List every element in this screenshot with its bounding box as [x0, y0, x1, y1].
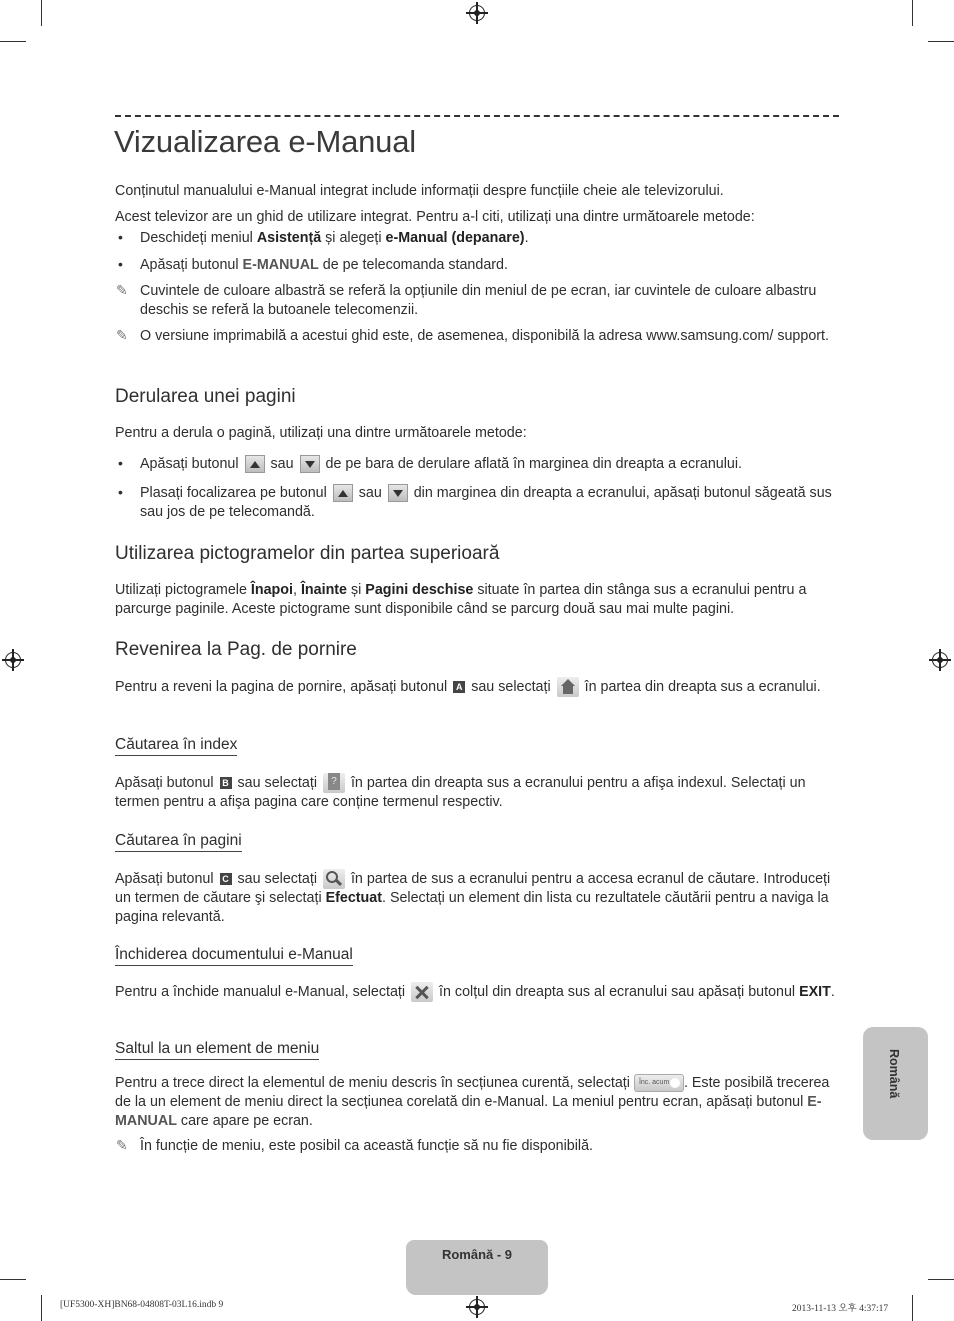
note-pencil-icon: ✎: [116, 1137, 128, 1153]
crop-mark: [41, 1295, 42, 1321]
bullet: •: [118, 256, 123, 272]
intro-paragraph: Conținutul manualului e-Manual integrat include informații despre funcțiile cheie ale televizorului.: [115, 183, 724, 199]
crop-mark: [912, 0, 913, 26]
subheading-index: Căutarea în index: [115, 736, 237, 756]
intro-paragraph: Acest televizor are un ghid de utilizare integrat. Pentru a-l citi, utilizați una dintre următoarele metode:: [115, 209, 755, 225]
home-paragraph: Pentru a reveni la pagina de pornire, apăsați butonul A sau selectați în partea din dreapta sus a ecranului.: [115, 677, 839, 697]
crop-mark: [0, 41, 26, 42]
jump-paragraph: Pentru a trece direct la elementul de meniu descris în secțiunea curentă, selectați Înc. acum . Este posibilă trecerea de la un element de meniu direct la secțiunea corelată din e-Manual. La meniul pentru ecran, apăsați butonul E-MANUAL care apare pe ecran.: [115, 1075, 830, 1129]
section-heading-home: Revenirea la Pag. de pornire: [115, 639, 357, 660]
index-paragraph: Apăsați butonul B sau selectați ? în partea din dreapta sus a ecranului pentru a afişa indexul. Selectați un termen pentru a afişa pagina care conține termenul respectiv.: [115, 773, 839, 812]
top-icons-paragraph: Utilizați pictogramele Înapoi, Înainte și Pagini deschise situate în partea din stânga sus a ecranului pentru a parcurge paginile. Aceste pictograme sunt disponibile când se parcurg două sau mai multe pagini.: [115, 582, 807, 617]
crop-mark: [41, 0, 42, 26]
search-paragraph: Apăsați butonul C sau selectați în partea de sus a ecranului pentru a accesa ecranul de căutare. Introduceți un termen de căutare şi selectați Efectuat. Selectați un element din lista cu rezultatele căutării pentru a naviga la pagina relevantă.: [115, 870, 831, 925]
scroll-down-icon: [300, 455, 320, 473]
registration-mark-icon: [932, 652, 948, 668]
section-heading-scroll: Derularea unei pagini: [115, 386, 296, 407]
note: În funcție de meniu, este posibil ca această funcție să nu fie disponibilă.: [140, 1138, 594, 1154]
page-number-tab: Română - 9: [406, 1240, 548, 1295]
registration-mark-icon: [469, 5, 485, 21]
search-icon: [323, 869, 345, 889]
section-heading-top-icons: Utilizarea pictogramelor din partea superioară: [115, 543, 500, 564]
intro-bullet: Apăsați butonul E-MANUAL de pe telecomanda standard.: [140, 257, 508, 273]
language-side-tab: Română: [863, 1027, 928, 1140]
subheading-close: Închiderea documentului e-Manual: [115, 946, 353, 966]
index-icon: [323, 773, 345, 793]
registration-mark-icon: [469, 1299, 485, 1315]
note-pencil-icon: ✎: [116, 282, 128, 298]
subheading-jump: Saltul la un element de meniu: [115, 1040, 319, 1060]
bullet: •: [118, 229, 123, 245]
scroll-bullet: Apăsați butonul sau de pe bara de derulare aflată în marginea din dreapta a ecranului.: [140, 456, 742, 472]
scroll-paragraph: Pentru a derula o pagină, utilizați una dintre următoarele metode:: [115, 425, 527, 441]
print-footer-right: 2013-11-13 오후 4:37:17: [792, 1304, 889, 1314]
crop-mark: [0, 1279, 26, 1280]
note-pencil-icon: ✎: [116, 327, 128, 343]
print-footer-left: [UF5300-XH]BN68-04808T-03L16.indb 9: [60, 1300, 224, 1310]
close-icon: [411, 982, 433, 1002]
note: O versiune imprimabilă a acestui ghid este, de asemenea, disponibilă la adresa www.samsung.com/ support.: [140, 328, 829, 344]
scroll-down-icon: [388, 484, 408, 502]
scroll-bullet: Plasați focalizarea pe butonul sau din marginea din dreapta a ecranului, apăsați butonul săgeată sus sau jos de pe telecomandă.: [140, 485, 832, 520]
scroll-up-icon: [333, 484, 353, 502]
intro-bullet: Deschideți meniul Asistență și alegeți e-Manual (depanare).: [140, 230, 529, 246]
home-icon: [557, 677, 579, 697]
a-button-icon: A: [453, 681, 465, 693]
crop-mark: [928, 41, 954, 42]
close-paragraph: Pentru a închide manualul e-Manual, selectați în colțul din dreapta sus al ecranului sau apăsați butonul EXIT.: [115, 982, 839, 1002]
crop-mark: [928, 1279, 954, 1280]
crop-mark: [912, 1295, 913, 1321]
c-button-icon: C: [220, 873, 232, 885]
subheading-search: Căutarea în pagini: [115, 832, 242, 852]
scroll-up-icon: [245, 455, 265, 473]
page-title: Vizualizarea e-Manual: [114, 124, 416, 159]
b-button-icon: B: [220, 777, 232, 789]
title-rule: [115, 115, 839, 117]
bullet: •: [118, 484, 123, 500]
registration-mark-icon: [5, 652, 21, 668]
try-now-button-icon: Înc. acum: [634, 1074, 684, 1092]
bullet: •: [118, 455, 123, 471]
note: Cuvintele de culoare albastră se referă la opțiunile din meniul de pe ecran, iar cuvintele de culoare albastru deschis se referă la butoanele telecomenzii.: [140, 283, 817, 318]
